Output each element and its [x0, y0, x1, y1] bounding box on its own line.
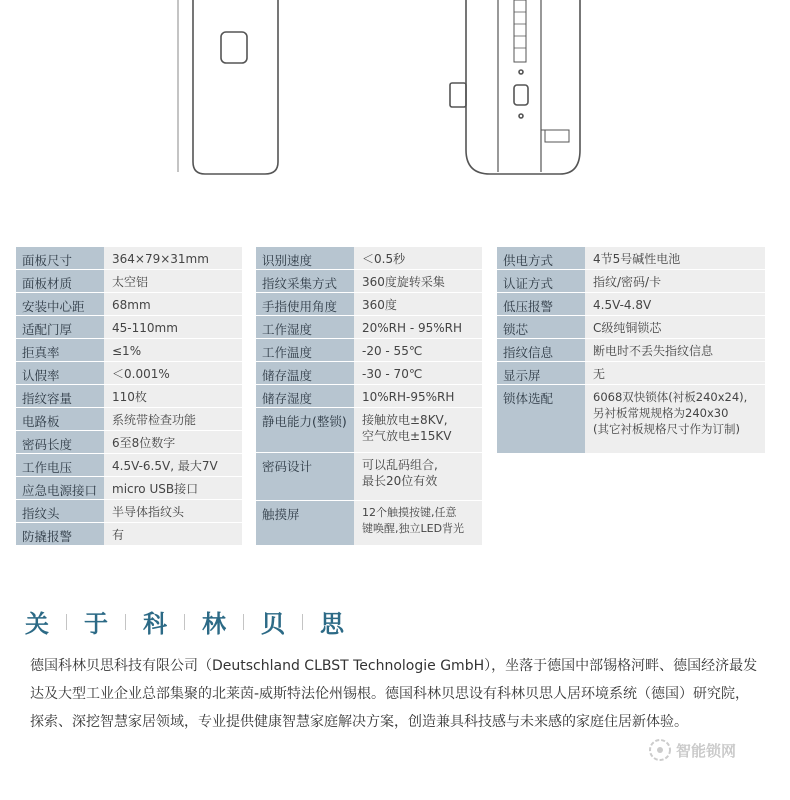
spec-label: 指纹头 [16, 500, 104, 522]
spec-row [256, 339, 482, 361]
spec-value: 6至8位数字 [104, 431, 242, 453]
spec-label: 面板尺寸 [16, 247, 104, 269]
spec-value: C级纯铜锁芯 [585, 316, 765, 338]
spec-value: 45-110mm [104, 316, 242, 338]
spec-row [16, 385, 242, 407]
product-drawings [0, 0, 790, 215]
title-divider [184, 614, 185, 630]
spec-label: 静电能力(整锁) [256, 408, 354, 452]
spec-value: 太空铝 [104, 270, 242, 292]
title-divider [125, 614, 126, 630]
spec-value: 断电时不丢失指纹信息 [585, 339, 765, 361]
front-panel-drawing [178, 0, 278, 174]
spec-row [497, 339, 765, 361]
about-title-char: 关 [25, 610, 49, 638]
title-divider [243, 614, 244, 630]
spec-label: 防撬报警 [16, 523, 104, 545]
watermark-text: 智能锁网 [676, 741, 737, 760]
spec-row [256, 385, 482, 407]
spec-value: 360度旋转采集 [354, 270, 482, 292]
spec-label: 拒真率 [16, 339, 104, 361]
spec-row [497, 270, 765, 292]
spec-row [256, 501, 482, 545]
spec-value: 360度 [354, 293, 482, 315]
spec-value: 接触放电±8KV, 空气放电±15KV [354, 408, 482, 452]
spec-row [256, 453, 482, 500]
spec-value: ＜0.5秒 [354, 247, 482, 269]
spec-row [16, 454, 242, 476]
spec-label: 密码设计 [256, 453, 354, 500]
spec-value: micro USB接口 [104, 477, 242, 499]
spec-row [497, 293, 765, 315]
spec-row [16, 270, 242, 292]
spec-value: 有 [104, 523, 242, 545]
about-title-char: 于 [84, 610, 108, 638]
spec-column-3 [497, 247, 765, 454]
spec-label: 工作温度 [256, 339, 354, 361]
spec-value: 10%RH-95%RH [354, 385, 482, 407]
title-divider [66, 614, 67, 630]
spec-label: 适配门厚 [16, 316, 104, 338]
spec-row [16, 431, 242, 453]
about-paragraph: 德国科林贝思科技有限公司（Deutschland CLBST Technologie GmbH），坐落于德国中部锡格河畔、德国经济最发达及大型工业企业总部集聚的北莱茵-威斯特法伦州锡根。德国科林贝思设有科林贝思人居环境系统（德国）研究院，探索、深挖智慧家居领域，专业提供健康智慧家庭解决方案，创造兼具科技感与未来感的家庭住居新体验。 [30, 658, 758, 730]
spec-row [497, 316, 765, 338]
spec-row [16, 523, 242, 545]
spec-row [497, 247, 765, 269]
spec-value: 可以乱码组合, 最长20位有效 [354, 453, 482, 500]
spec-value: ＜0.001% [104, 362, 242, 384]
spec-value: -30 - 70℃ [354, 362, 482, 384]
spec-value: -20 - 55℃ [354, 339, 482, 361]
spec-value: 364×79×31mm [104, 247, 242, 269]
spec-label: 应急电源接口 [16, 477, 104, 499]
spec-value: 半导体指纹头 [104, 500, 242, 522]
spec-label: 认假率 [16, 362, 104, 384]
spec-label: 密码长度 [16, 431, 104, 453]
spec-label: 储存湿度 [256, 385, 354, 407]
spec-label: 安装中心距 [16, 293, 104, 315]
spec-label: 指纹采集方式 [256, 270, 354, 292]
spec-value: 12个触摸按键,任意 键唤醒,独立LED背光 [354, 501, 482, 545]
spec-value: 68mm [104, 293, 242, 315]
spec-row [256, 293, 482, 315]
spec-label: 低压报警 [497, 293, 585, 315]
side-lock-drawing [450, 0, 580, 174]
spec-label: 电路板 [16, 408, 104, 430]
spec-label: 储存温度 [256, 362, 354, 384]
spec-label: 显示屏 [497, 362, 585, 384]
spec-row [256, 316, 482, 338]
spec-value: 4.5V-4.8V [585, 293, 765, 315]
spec-row [497, 362, 765, 384]
spec-label: 指纹容量 [16, 385, 104, 407]
spec-label: 识别速度 [256, 247, 354, 269]
spec-value: 系统带检查功能 [104, 408, 242, 430]
spec-row [256, 247, 482, 269]
spec-row [16, 293, 242, 315]
about-title [22, 604, 347, 639]
about-title-char: 思 [320, 610, 344, 638]
spec-label: 手指使用角度 [256, 293, 354, 315]
spec-row [16, 477, 242, 499]
spec-row [497, 385, 765, 453]
spec-value: ≤1% [104, 339, 242, 361]
watermark [648, 738, 736, 762]
spec-row [16, 408, 242, 430]
spec-label: 认证方式 [497, 270, 585, 292]
spec-label: 锁体选配 [497, 385, 585, 453]
spec-row [16, 247, 242, 269]
spec-row [16, 316, 242, 338]
spec-value: 无 [585, 362, 765, 384]
spec-label: 供电方式 [497, 247, 585, 269]
spec-value: 4节5号碱性电池 [585, 247, 765, 269]
spec-row [16, 339, 242, 361]
spec-label: 指纹信息 [497, 339, 585, 361]
spec-value: 20%RH - 95%RH [354, 316, 482, 338]
spec-column-1 [16, 247, 242, 546]
spec-value: 4.5V-6.5V, 最大7V [104, 454, 242, 476]
spec-row [256, 362, 482, 384]
spec-label: 锁芯 [497, 316, 585, 338]
spec-row [256, 408, 482, 452]
spec-label: 工作湿度 [256, 316, 354, 338]
spec-value: 110枚 [104, 385, 242, 407]
title-divider [302, 614, 303, 630]
watermark-logo-icon [648, 738, 672, 762]
spec-value: 6068双快锁体(衬板240x24), 另衬板常规规格为240x30 (其它衬板规格尺寸作为订制) [585, 385, 765, 453]
spec-row [256, 270, 482, 292]
about-title-char: 贝 [261, 610, 285, 638]
spec-label: 触摸屏 [256, 501, 354, 545]
spec-label: 工作电压 [16, 454, 104, 476]
spec-label: 面板材质 [16, 270, 104, 292]
about-title-char: 林 [202, 610, 226, 638]
spec-column-2 [256, 247, 482, 546]
spec-row [16, 362, 242, 384]
about-title-char: 科 [143, 610, 167, 638]
spec-row [16, 500, 242, 522]
spec-value: 指纹/密码/卡 [585, 270, 765, 292]
